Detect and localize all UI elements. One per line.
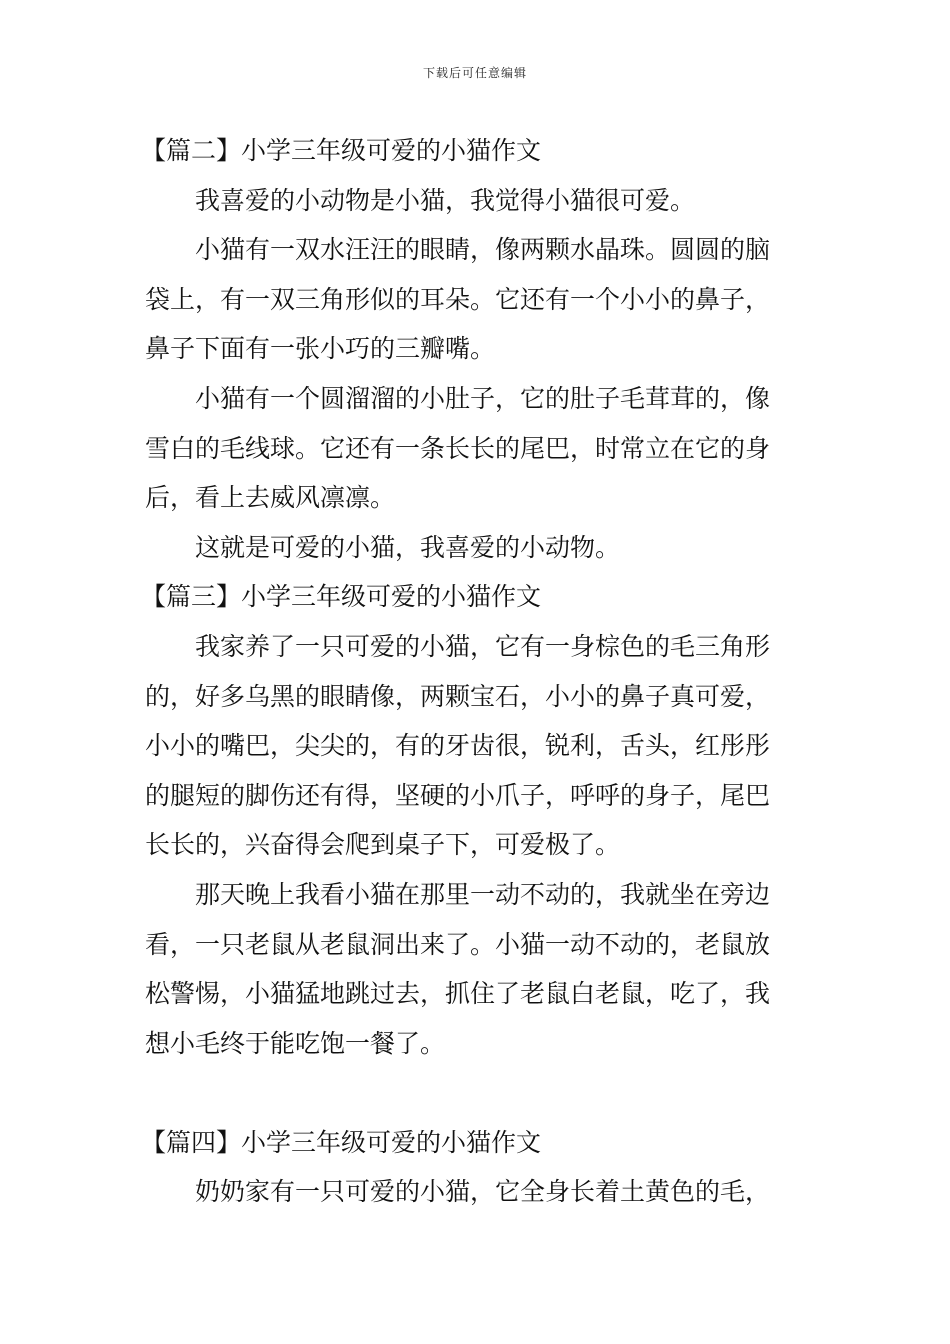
paragraph-line: 看，一只老鼠从老鼠洞出来了。小猫一动不动的，老鼠放 [145,929,771,959]
paragraph-line: 这就是可爱的小猫，我喜爱的小动物。 [195,532,621,562]
paragraph-line: 小猫有一双水汪汪的眼睛，像两颗水晶珠。圆圆的脑 [195,235,771,265]
paragraph-line: 的，好多乌黑的眼睛像，两颗宝石，小小的鼻子真可爱， [145,681,771,711]
paragraph-line: 鼻子下面有一张小巧的三瓣嘴。 [145,334,496,364]
section-title: 【篇三】小学三年级可爱的小猫作文 [141,582,542,612]
paragraph-line: 的腿短的脚伤还有得，坚硬的小爪子，呼呼的身子，尾巴 [145,780,771,810]
paragraph-line: 我家养了一只可爱的小猫，它有一身棕色的毛三角形 [195,631,771,661]
paragraph-line: 松警惕，小猫猛地跳过去，抓住了老鼠白老鼠，吃了，我 [145,979,771,1009]
page-header: 下载后可任意编辑 [422,66,527,80]
paragraph-line: 奶奶家有一只可爱的小猫，它全身长着土黄色的毛， [195,1177,771,1207]
section-title: 【篇四】小学三年级可爱的小猫作文 [141,1127,542,1157]
paragraph-line: 想小毛终于能吃饱一餐了。 [145,1028,446,1058]
paragraph-line: 袋上，有一双三角形似的耳朵。它还有一个小小的鼻子， [145,284,771,314]
paragraph-line: 长长的，兴奋得会爬到桌子下，可爱极了。 [145,830,621,860]
section-title: 【篇二】小学三年级可爱的小猫作文 [141,136,542,165]
paragraph-line: 那天晚上我看小猫在那里一动不动的，我就坐在旁边 [195,879,771,909]
document-body [141,126,810,1217]
blank-line [145,1068,810,1118]
paragraph-line: 小小的嘴巴，尖尖的，有的牙齿很，锐利，舌头，红彤彤 [145,731,771,761]
paragraph-line: 我喜爱的小动物是小猫，我觉得小猫很可爱。 [195,185,696,215]
paragraph-line: 后，看上去威风凛凛。 [145,483,396,513]
paragraph-line: 雪白的毛线球。它还有一条长长的尾巴，时常立在它的身 [145,433,771,463]
paragraph-line: 小猫有一个圆溜溜的小肚子，它的肚子毛茸茸的，像 [195,383,771,413]
